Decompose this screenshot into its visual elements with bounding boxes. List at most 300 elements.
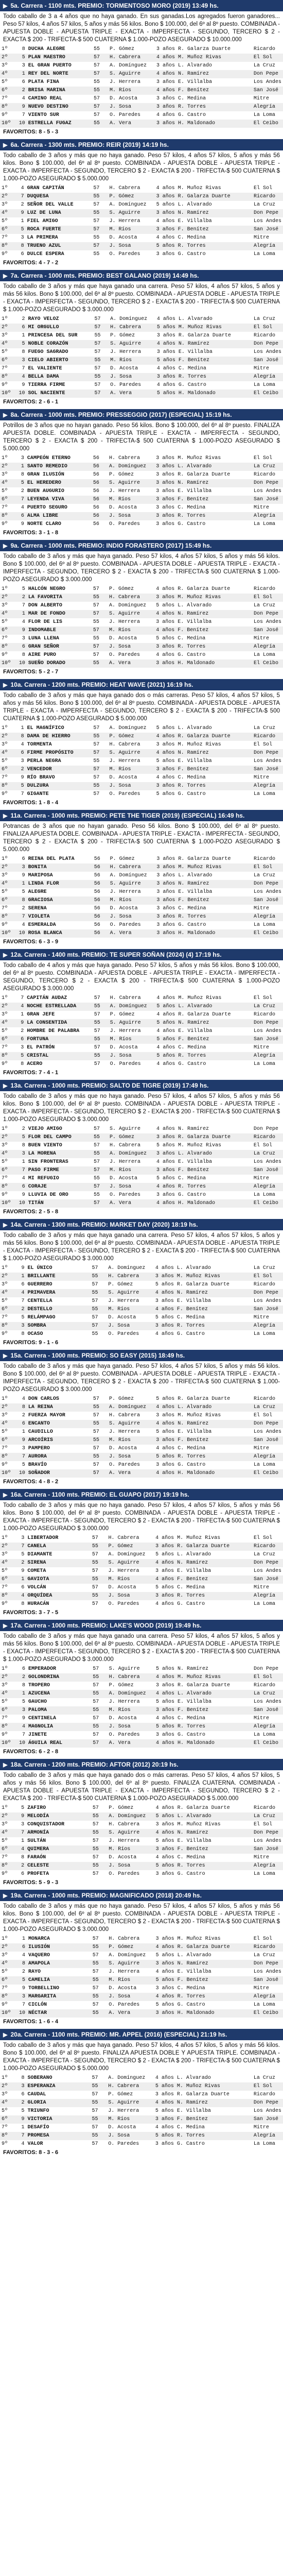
trainer: G. Castro (178, 1462, 206, 1468)
table-row (0, 1739, 283, 1748)
race-title-wrap (3, 1622, 201, 1629)
horse-name: SIRENA (26, 1559, 91, 1567)
trainer: N. Ramírez (176, 1829, 252, 1837)
horse-name: RÍO BRAVO (27, 775, 55, 781)
table-row (0, 766, 283, 774)
position: 6º (0, 226, 13, 234)
trainer: M. Muñoz Rivas (175, 2082, 252, 2091)
weight: 57 (94, 1126, 100, 1132)
trainer: L. Alvarado (176, 1403, 252, 1412)
stable: Ricardo (253, 1396, 275, 1402)
age: 4 años (154, 1559, 175, 1567)
trainer: R. Torres (176, 1183, 252, 1191)
post-number: 8 (21, 1855, 25, 1860)
horse-name: ALEGRE (28, 889, 47, 895)
post-number: 6 (22, 856, 25, 862)
age: 4 años (156, 185, 175, 191)
age: 4 años (155, 2075, 174, 2081)
favorites: FAVORITOS: 1 - 6 - 4 (3, 2019, 59, 2025)
age: 3 años (156, 906, 175, 911)
jockey: J. Sosa (109, 913, 155, 921)
favorites: FAVORITOS: 6 - 3 - 9 (3, 939, 59, 945)
stable: El Ceibo (252, 120, 283, 128)
favorites: FAVORITOS: 5 - 2 - 7 (3, 669, 59, 675)
weight: 55 (93, 1019, 109, 1027)
position: 4º (0, 209, 13, 217)
stable: San José (252, 1436, 283, 1445)
post-number: 10 (14, 2009, 27, 2018)
stable: La Cruz (253, 603, 275, 608)
table-row (0, 1297, 283, 1306)
race-header[interactable] (0, 540, 283, 551)
position: 8º (0, 782, 13, 790)
table-row (0, 78, 283, 87)
weight: 57 (94, 96, 100, 101)
horse-name: LA MORENA (27, 1150, 92, 1158)
post-number: 9 (14, 2115, 26, 2124)
position: 1º (2, 2075, 8, 2081)
age: 3 años (155, 1298, 174, 1304)
age: 4 años (154, 1420, 176, 1428)
table-row (0, 733, 283, 741)
stable: La Loma (253, 2141, 275, 2147)
race-header[interactable] (0, 1080, 283, 1091)
weight: 55 (92, 193, 108, 201)
weight: 57 (92, 242, 108, 250)
post-number: 1 (21, 2125, 25, 2130)
weight: 55 (93, 235, 100, 241)
age: 5 años (156, 725, 175, 731)
race-section (0, 1080, 283, 1217)
stable: La Cruz (253, 1953, 275, 1958)
trainer: L. Alvarado (176, 1150, 252, 1158)
table-row (0, 1543, 283, 1551)
jockey: J. Herrera (109, 1969, 140, 1975)
race-header[interactable] (0, 810, 283, 821)
stable: La Loma (253, 1732, 275, 1738)
post-number: 4 (21, 505, 24, 511)
favorites: FAVORITOS: 4 - 8 - 2 (3, 1479, 59, 1485)
trainer: L. Alvarado (177, 1953, 211, 1958)
jockey: J. Sosa (107, 1322, 154, 1330)
race-header[interactable] (0, 1219, 283, 1230)
position: 1º (2, 856, 8, 862)
weight: 57 (93, 1396, 99, 1402)
trainer: E. Villalba (178, 1028, 213, 1034)
horse-name: PAMPERO (28, 1446, 50, 1451)
trainer: N. Ramírez (177, 340, 252, 348)
post-number: 8 (21, 1331, 25, 1337)
table-row (0, 373, 283, 381)
race-title-wrap (3, 1761, 179, 1768)
post-number: 5 (13, 782, 25, 790)
stable: La Cruz (253, 1552, 275, 1557)
table-row (0, 610, 283, 618)
position: 7º (2, 1986, 8, 1991)
age: 4 años (155, 1199, 176, 1208)
post-number: 1 (22, 1159, 25, 1165)
trainer: N. Ramírez (176, 1019, 252, 1027)
trainer: E. Villalba (176, 1298, 211, 1304)
trainer: R. Galarza Duarte (178, 472, 231, 478)
weight: 55 (91, 1592, 107, 1600)
jockey: H. Cabrera (108, 594, 154, 602)
table-row (0, 1273, 283, 1281)
race-section (0, 0, 283, 137)
jockey: P. Gómez (109, 1683, 134, 1688)
position: 4º (0, 1559, 14, 1567)
table-row (0, 1191, 283, 1199)
age: 4 años (155, 1183, 176, 1191)
jockey: P. Gómez (110, 856, 135, 862)
race-header[interactable] (0, 0, 283, 11)
age: 5 años (155, 1036, 176, 1044)
age: 4 años (156, 382, 175, 388)
horse-name: CELESTE (26, 1862, 91, 1870)
jockey: O. Paredes (108, 1601, 139, 1607)
horse-name: PUERTO SEGURO (27, 505, 67, 511)
weight: 55 (94, 333, 101, 338)
age: 3 años (154, 594, 176, 602)
stable: Los Andes (253, 619, 281, 625)
favorites: FAVORITOS: 3 - 7 - 5 (3, 1609, 59, 1616)
table-row (0, 389, 283, 398)
table-row (0, 618, 283, 626)
stable: San José (252, 1845, 283, 1854)
position: 5º (2, 218, 8, 224)
post-number: 5 (21, 1552, 25, 1557)
race-header[interactable] (0, 679, 283, 690)
stable: La Cruz (253, 63, 275, 69)
stable: Ricardo (252, 1543, 283, 1551)
horse-name: QUIMERA (26, 1845, 91, 1854)
stable: Ricardo (253, 586, 275, 592)
trainer: R. Galarza Duarte (178, 333, 231, 338)
trainer: N. Ramírez (176, 70, 252, 78)
table-row (0, 1812, 283, 1821)
horse-name: TRIUNFO (27, 2108, 49, 2114)
weight: 57 (92, 103, 108, 111)
race-section (0, 139, 283, 268)
race-header[interactable] (0, 139, 283, 150)
trainer: M. Muñoz Rivas (176, 863, 252, 872)
horse-name: MI ORGULLO (27, 324, 93, 332)
stable: El Ceibo (252, 1469, 283, 1478)
weight: 55 (91, 1706, 107, 1715)
position: 7º (2, 2125, 8, 2130)
race-title-wrap (3, 272, 199, 279)
weight: 57 (92, 766, 108, 774)
horse-name: FUERZA MAYOR (28, 1413, 65, 1418)
race-conditions: Todo caballo de 3 años y más que haya ganado. Peso 57 kilos, 4 años 57 kilos, 5 años y más 56 kilos. Bono $ 100.000, del 6º al 8º puesto. FINALIZA APUESTA DOBLE Y APUESTA TRIPLE. COMBINADA - EXACTA - IMPERFECTA - SEGUNDO, TERCERO $ 2 - EXACTA $ 200 - TRIFECTA-$ 500 CUATERNA $ 1.000-POZO ASEGURADO $ 5.000.000 (3, 2042, 280, 2072)
horse-name: RAYO VELOZ (28, 316, 59, 322)
table-row (0, 365, 283, 373)
trainer: R. Torres (175, 1322, 252, 1330)
position: 1º (2, 1126, 8, 1132)
horse-name: GRAN JEFE (27, 1012, 55, 1018)
trainer: F. Benítez (176, 1166, 252, 1175)
post-number: 2 (22, 316, 25, 322)
stable: Don Pepe (252, 1559, 283, 1567)
post-number: 7 (22, 1732, 25, 1738)
weight: 55 (93, 357, 109, 365)
jockey: O. Paredes (110, 382, 142, 388)
table-row (0, 209, 283, 217)
trainer: G. Castro (178, 521, 206, 527)
trainer: L. Alvarado (176, 1265, 211, 1271)
jockey: S. Aguirre (108, 479, 154, 487)
race-title: 7a. Carrera - 1000 mts. PREMIO: BEST GALANO (2019) 14:49 hs. (10, 272, 199, 279)
horse-name: NÉCTAR (27, 2009, 91, 2018)
race-section (0, 2029, 283, 2158)
age: 3 años (156, 251, 175, 257)
age: 4 años (155, 749, 176, 757)
weight: 57 (93, 742, 100, 748)
weight: 55 (93, 1003, 109, 1011)
age: 5 años (156, 791, 175, 797)
trainer: G. Castro (178, 922, 206, 928)
horse-name: VIEJO AMIGO (28, 1126, 62, 1132)
horse-name: ESMERALDA (28, 922, 56, 928)
horse-name: DIAMANTE (27, 1552, 52, 1557)
horse-name: HURACÁN (27, 1601, 49, 1607)
position: 5º (2, 1838, 8, 1844)
weight: 55 (91, 1273, 107, 1281)
horse-name: ILUSIÓN (27, 1943, 91, 1952)
jockey: J. Herrera (109, 1699, 140, 1705)
weight: 57 (93, 1429, 99, 1435)
age: 3 años (155, 863, 176, 872)
weight: 57 (94, 1012, 100, 1018)
race-header[interactable] (0, 2029, 283, 2040)
jockey: H. Cabrera (109, 455, 140, 461)
race-header[interactable] (0, 1350, 283, 1361)
position: 4º (0, 2099, 14, 2107)
horse-name: DAMA DE HIERRO (26, 733, 92, 741)
jockey: J. Sosa (108, 782, 155, 790)
arrow-right-icon: ▶ (3, 1082, 8, 1089)
weight: 57 (92, 1986, 99, 1991)
race-section (0, 1759, 283, 1888)
trainer: N. Ramírez (176, 880, 252, 888)
race-title: 20a. Carrera - 1100 mts. PREMIO: MR. APPEL (2016) (ESPECIAL) 21:19 hs. (10, 2031, 227, 2038)
trainer: G. Castro (178, 382, 206, 388)
trainer: F. Benítez (176, 626, 252, 635)
jockey: M. Ríos (109, 357, 155, 365)
jockey: D. Acosta (110, 1176, 138, 1181)
trainer: R. Galarza Duarte (176, 733, 252, 741)
post-number: 1 (14, 1273, 26, 1281)
age: 4 años (154, 1673, 176, 1682)
age: 3 años (155, 1133, 176, 1142)
post-number: 2 (14, 1673, 27, 1682)
age: 5 años (155, 1953, 174, 1958)
table-row (0, 2124, 283, 2132)
position: 9º (2, 382, 8, 388)
table-row (0, 1011, 283, 1019)
arrow-right-icon: ▶ (3, 1352, 8, 1359)
horse-name: GIGANTE (27, 791, 49, 797)
stable: La Loma (253, 521, 275, 527)
race-section (0, 949, 283, 1078)
age: 3 años (155, 1871, 174, 1877)
weight: 55 (91, 1673, 107, 1682)
race-header[interactable] (0, 409, 283, 420)
stable: San José (252, 496, 283, 504)
stable: La Loma (253, 382, 275, 388)
position: 5º (2, 488, 8, 494)
table-row (0, 487, 283, 496)
entries-table (0, 1125, 283, 1208)
jockey: J. Sosa (108, 643, 154, 651)
race-section (0, 409, 283, 538)
weight: 57 (93, 603, 99, 608)
weight: 57 (93, 586, 99, 592)
stable: San José (252, 1706, 283, 1715)
age: 5 años (156, 636, 175, 641)
table-row (0, 1968, 283, 1976)
post-number: 3 (14, 1706, 27, 1715)
position: 4º (0, 610, 14, 618)
age: 3 años (155, 766, 176, 774)
jockey: O. Paredes (110, 922, 141, 928)
post-number: 6 (21, 1871, 25, 1877)
weight: 56 (93, 521, 99, 527)
table-row (0, 1682, 283, 1690)
age: 3 años (155, 120, 176, 128)
post-number: 4 (22, 1396, 25, 1402)
race-header[interactable] (0, 1620, 283, 1631)
jockey: P. Gómez (108, 2092, 133, 2097)
post-number: 6 (14, 324, 26, 332)
age: 4 años (154, 2099, 175, 2107)
stable: San José (252, 766, 283, 774)
trainer: N. Ramírez (175, 1559, 252, 1567)
race-header[interactable] (0, 1489, 283, 1500)
horse-name: ACERO (27, 1061, 43, 1067)
horse-name: VENCEDOR (26, 766, 92, 774)
arrow-right-icon: ▶ (3, 1892, 8, 1899)
weight: 56 (93, 455, 99, 461)
trainer: L. Alvarado (176, 1812, 252, 1821)
race-conditions: Todo caballo de 3 años y más que haya ganado. Peso 57 kilos, 4 años 57 kilos, 5 años y más 56 kilos. Bono $ 100.000, del 6º al 8º puesto. COMBINADA - APUESTA DOBLE - APUESTA TRIPLE - EXACTA - IMPERFECTA - SEGUNDO, TERCERO $ 2 - EXACTA $ 200 - TRIFECTA-$ 500 CUATERNA $ 1.000-POZO ASEGURADO $ 3.000.000 (3, 553, 280, 583)
position: 6º (0, 1036, 13, 1044)
table-row (0, 1943, 283, 1952)
weight: 55 (91, 1543, 107, 1551)
stable: Alegría (252, 913, 283, 921)
stable: El Ceibo (252, 659, 283, 668)
table-row (0, 1027, 283, 1036)
stable: Ricardo (253, 856, 275, 862)
table-row (0, 1281, 283, 1289)
stable: Alegría (252, 1993, 283, 2001)
age: 4 años (155, 1716, 174, 1721)
trainer: F. Benítez (176, 1436, 252, 1445)
post-number: 7 (22, 2002, 26, 2008)
post-number: 9 (13, 209, 25, 217)
horse-name: PLATA FINA (28, 79, 59, 85)
post-number: 3 (21, 1822, 25, 1827)
horse-name: TROPERO (28, 1683, 50, 1688)
jockey: S. Aguirre (107, 1960, 154, 1968)
stable: Mitre (253, 636, 269, 641)
horse-name: SEÑOR DEL VALLE (27, 202, 74, 208)
post-number: 7 (22, 366, 25, 371)
table-row (0, 217, 283, 226)
age: 5 años (155, 1282, 174, 1287)
entries-table (0, 454, 283, 529)
table-row (0, 454, 283, 463)
jockey: J. Herrera (110, 1028, 141, 1034)
table-row (0, 626, 283, 635)
trainer: E. Villalba (178, 1429, 212, 1435)
trainer: M. Muñoz Rivas (178, 185, 221, 191)
position: 1º (2, 455, 8, 461)
trainer: M. Muñoz Rivas (176, 54, 252, 62)
horse-name: VALOR (27, 2141, 43, 2147)
trainer: C. Medina (177, 1585, 205, 1590)
jockey: J. Sosa (109, 373, 155, 381)
trainer: R. Galarza Duarte (178, 586, 231, 592)
table-row (0, 1199, 283, 1208)
weight: 57 (94, 1028, 100, 1034)
stable: Mitre (253, 366, 269, 371)
post-number: 5 (22, 1699, 25, 1705)
position: 2º (0, 1673, 14, 1682)
table-row (0, 741, 283, 749)
trainer: L. Alvarado (178, 603, 212, 608)
post-number: 6 (21, 2092, 25, 2097)
race-header[interactable] (0, 1890, 283, 1901)
race-title: 13a. Carrera - 1000 mts. PREMIO: SALTO DE TIGRE (2019) 17:49 hs. (10, 1082, 209, 1089)
race-conditions: Potrancas de 3 años que no hayan ganado. Peso 56 kilos. Bono $ 100.000, del 6º al 8º puesto. FINALIZA APUESTA DOBLE. COMBINADA - APUESTA TRIPLE - EXACTA - IMPERFECTA - SEGUNDO, TERCERO $ 2 - EXACTA $ 200 - TRIFECTA-$ 500 CUATERNA $ 1.000-POZO ASEGURADO $ 5.000.000 (3, 823, 280, 853)
table-row (0, 234, 283, 242)
horse-name: ROSA BLANCA (27, 929, 93, 938)
table-row (0, 1052, 283, 1060)
race-header[interactable] (0, 270, 283, 281)
race-header[interactable] (0, 1759, 283, 1770)
age: 5 años (154, 1812, 176, 1821)
trainer: R. Galarza Duarte (178, 46, 231, 52)
stable: La Cruz (253, 316, 275, 322)
trainer: N. Ramírez (176, 1420, 252, 1428)
post-number: 3 (21, 455, 24, 461)
stable: Los Andes (253, 488, 281, 494)
horse-name: LUZ DE LUNA (26, 209, 92, 217)
weight: 56 (94, 889, 100, 895)
jockey: M. Ríos (108, 1436, 154, 1445)
race-header[interactable] (0, 949, 283, 960)
position: 4º (0, 1289, 14, 1297)
entries-table (0, 1264, 283, 1338)
jockey: A. Domínguez (109, 725, 147, 731)
trainer: H. Maldonado (177, 389, 252, 398)
favorites: FAVORITOS: 4 - 7 - 2 (3, 260, 59, 266)
position: 9º (2, 1061, 8, 1067)
stable: La Loma (253, 791, 275, 797)
position: 8º (0, 1052, 13, 1060)
trainer: M. Muñoz Rivas (178, 742, 221, 748)
weight: 57 (94, 1143, 100, 1148)
jockey: J. Herrera (109, 1838, 140, 1844)
table-row (0, 1322, 283, 1330)
post-number: 1 (21, 725, 24, 731)
favorites: FAVORITOS: 7 - 4 - 1 (3, 1070, 59, 1076)
table-row (0, 782, 283, 790)
post-number: 8 (14, 896, 26, 905)
position: 9º (2, 521, 8, 527)
age: 3 años (155, 880, 176, 888)
